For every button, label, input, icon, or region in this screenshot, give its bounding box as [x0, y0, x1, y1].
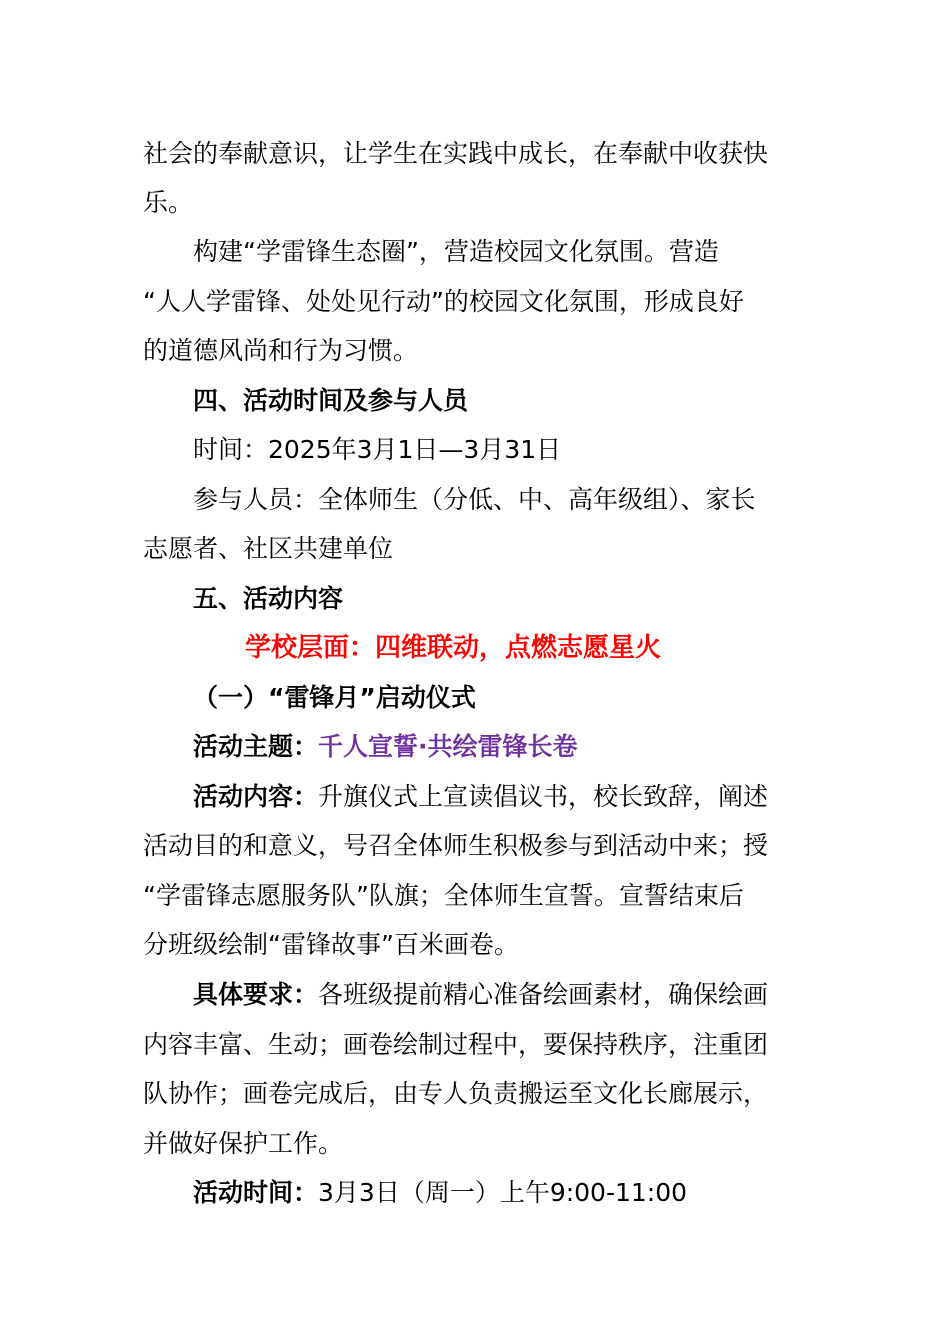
- activity-time-label: 活动时间：: [193, 1178, 319, 1207]
- school-level-title: 学校层面：四维联动，点燃志愿星火: [245, 633, 662, 663]
- paragraph-line: 社会的奉献意识，让学生在实践中成长，在奉献中收获快: [143, 139, 769, 168]
- requirements-line: 队协作；画卷完成后，由专人负责搬运至文化长廊展示，: [143, 1079, 769, 1108]
- paragraph-line: 乐。: [143, 188, 194, 217]
- content-line: [193, 781, 768, 813]
- content-label: 活动内容：: [193, 782, 319, 811]
- content-line: 分班级绘制“雷锋故事”百米画卷。: [143, 930, 519, 959]
- activity-time-line: [193, 1177, 687, 1209]
- section-heading-4: 四、活动时间及参与人员: [193, 386, 469, 415]
- participants-line: 志愿者、社区共建单位: [143, 534, 394, 563]
- activity-time-value: 3月3日（周一）上午9:00-11:00: [318, 1178, 688, 1207]
- content-line: “学雷锋志愿服务队”队旗；全体师生宣誓。宣誓结束后: [143, 881, 744, 910]
- requirements-label: 具体要求：: [193, 980, 319, 1009]
- paragraph-line: 构建“学雷锋生态圈”，营造校园文化氛围。营造: [193, 237, 719, 266]
- subsection-title: （一）“雷锋月”启动仪式: [193, 683, 476, 712]
- participants-line: 参与人员：全体师生（分低、中、高年级组）、家长: [193, 485, 756, 514]
- paragraph-line: 的道德风尚和行为习惯。: [143, 336, 419, 365]
- requirements-line: [193, 979, 768, 1011]
- content-text: 升旗仪式上宣读倡议书，校长致辞，阐述: [318, 782, 769, 811]
- theme-line: [193, 731, 578, 763]
- content-line: 活动目的和意义，号召全体师生积极参与到活动中来；授: [143, 831, 769, 860]
- time-line: 时间：2025年3月1日—3月31日: [193, 435, 562, 464]
- requirements-line: 内容丰富、生动；画卷绘制过程中，要保持秩序，注重团: [143, 1030, 769, 1059]
- requirements-text: 各班级提前精心准备绘画素材，确保绘画: [318, 980, 769, 1009]
- theme-label: 活动主题：: [193, 732, 319, 761]
- requirements-line: 并做好保护工作。: [143, 1129, 344, 1158]
- section-heading-5: 五、活动内容: [193, 584, 344, 613]
- paragraph-line: “人人学雷锋、处处见行动”的校园文化氛围，形成良好: [143, 287, 744, 316]
- theme-value: 千人宣誓·共绘雷锋长卷: [318, 732, 578, 761]
